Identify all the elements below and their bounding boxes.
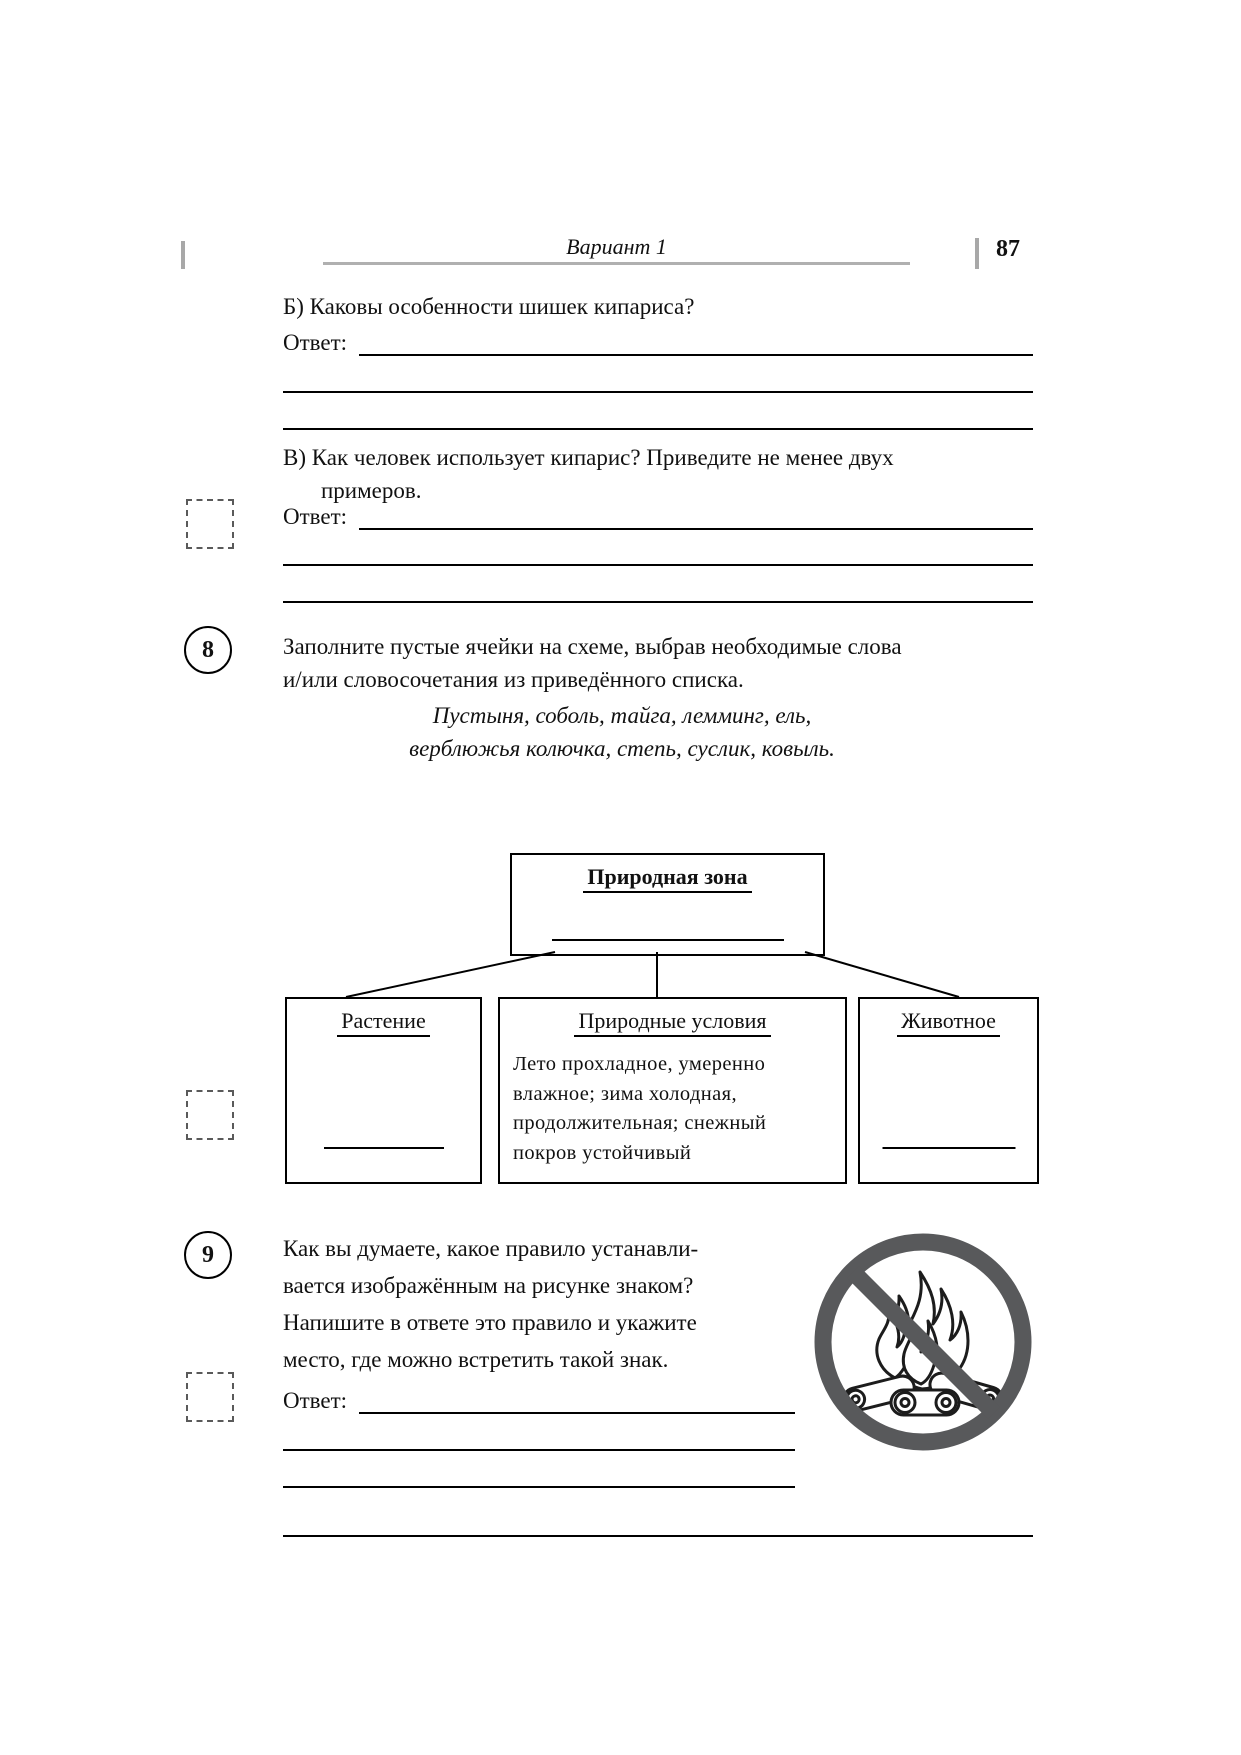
answer-label: Ответ: — [283, 1388, 348, 1413]
diagram-animal-box — [858, 997, 1039, 1184]
task-9-line-4: место, где можно встретить такой знак. — [283, 1347, 669, 1372]
task-9-line-2: вается изображённым на рисунке знаком? — [283, 1273, 694, 1298]
diagram-conditions-title: Природные условия — [500, 1008, 845, 1034]
diagram-plant-title: Растение — [287, 1008, 480, 1034]
answer-blank-line[interactable] — [283, 579, 1033, 603]
page-number-divider — [975, 238, 979, 269]
task-8-line-1: Заполните пустые ячейки на схеме, выбрав необходимые слова — [283, 634, 902, 659]
diagram-root-box — [510, 853, 825, 956]
page-number: 87 — [996, 236, 1020, 262]
header-variant-title: Вариант 1 — [566, 234, 667, 259]
diagram-animal-blank[interactable] — [882, 1147, 1015, 1149]
header-rule — [323, 262, 910, 265]
task-9-answer-row — [283, 1388, 795, 1414]
no-campfire-sign — [813, 1232, 1033, 1452]
score-box[interactable] — [186, 1090, 234, 1140]
conditions-line-1: Лето прохладное, умеренно — [513, 1053, 766, 1075]
diagram-root-blank[interactable] — [552, 939, 784, 941]
answer-blank-line[interactable] — [283, 1464, 795, 1488]
conditions-line-2: влажное; зима холодная, — [513, 1082, 738, 1105]
task-v-question — [283, 441, 1033, 507]
word-list-line-1: Пустыня, соболь, тайга, лемминг, ель, — [432, 703, 812, 728]
task-b-question: Б) Каковы особенности шишек кипариса? — [283, 294, 695, 319]
answer-blank-line[interactable] — [283, 369, 1033, 393]
diagram-plant-box — [285, 997, 482, 1184]
answer-label: Ответ: — [283, 504, 348, 529]
score-box[interactable] — [186, 499, 234, 549]
diagram-conditions-box — [498, 997, 847, 1184]
answer-blank-line[interactable] — [359, 1388, 795, 1414]
left-margin-tick — [181, 241, 185, 269]
task-8-number-badge: 8 — [184, 626, 232, 674]
answer-blank-line[interactable] — [283, 1427, 795, 1451]
task-9-line-3: Напишите в ответе это правило и укажите — [283, 1310, 697, 1335]
answer-label: Ответ: — [283, 330, 348, 355]
task-v-line-2: примеров. — [321, 478, 422, 503]
word-list-line-2: верблюжья колючка, степь, суслик, ковыль. — [409, 736, 835, 761]
answer-blank-line[interactable] — [283, 542, 1033, 566]
task-9-question — [283, 1230, 768, 1378]
task-v-line-1: В) Как человек использует кипарис? Приведите не менее двух — [283, 445, 894, 470]
diagram-animal-title: Животное — [860, 1008, 1037, 1034]
conditions-line-4: покров устойчивый — [513, 1141, 692, 1164]
task-8-instruction — [283, 630, 1033, 696]
diagram-root-title: Природная зона — [512, 864, 823, 890]
task-8-word-list — [283, 699, 961, 765]
diagram-connectors — [283, 950, 1043, 999]
task-9-number-badge: 9 — [184, 1231, 232, 1279]
task-v-answer-row — [283, 504, 1033, 530]
answer-blank-line[interactable] — [359, 504, 1033, 530]
diagram-plant-blank[interactable] — [324, 1147, 444, 1149]
answer-blank-line[interactable] — [283, 406, 1033, 430]
score-box[interactable] — [186, 1372, 234, 1422]
answer-blank-line[interactable] — [359, 330, 1033, 356]
task-8-line-2: и/или словосочетания из приведённого списка. — [283, 667, 744, 692]
diagram-conditions-text — [500, 1050, 845, 1168]
conditions-line-3: продолжительная; снежный — [513, 1112, 767, 1134]
task-9-line-1: Как вы думаете, какое правило устанавли- — [283, 1236, 699, 1261]
task-b-answer-row — [283, 330, 1033, 356]
answer-blank-line[interactable] — [283, 1513, 1033, 1537]
